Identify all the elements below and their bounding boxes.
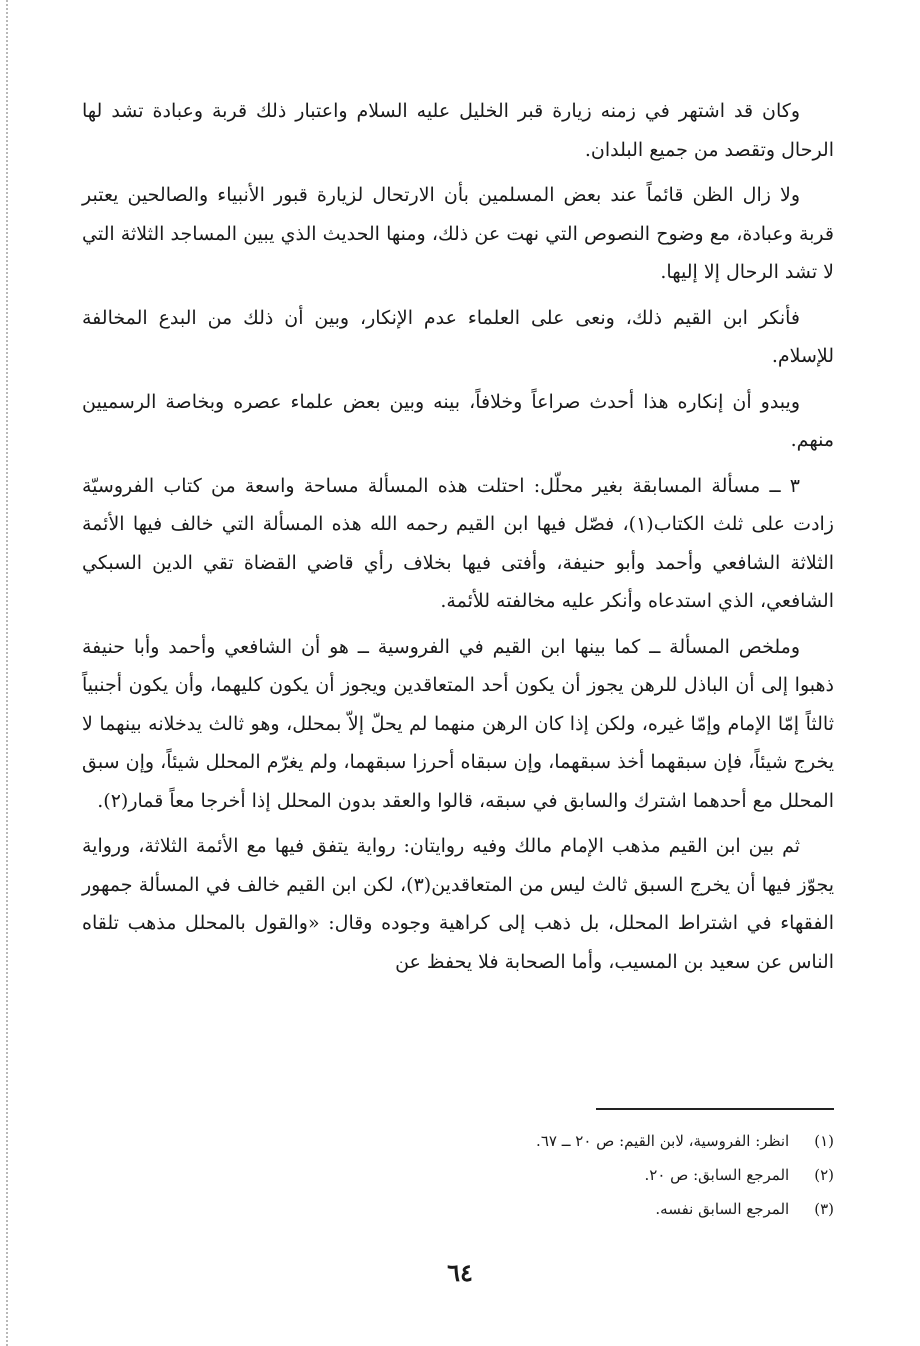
paragraph-1: وكان قد اشتهر في زمنه زيارة قبر الخليل عليه السلام واعتبار ذلك قربة وعبادة تشد لها الرحال وتقصد من جميع البلدان. [82,100,834,161]
footnote-number: (٣) [814,1200,834,1218]
paragraph-4: ويبدو أن إنكاره هذا أحدث صراعاً وخلافاً، بينه وبين بعض علماء عصره وبخاصة الرسميين منهم. [82,390,834,451]
paragraph-3: فأنكر ابن القيم ذلك، ونعى على العلماء عدم الإنكار، وبين أن ذلك من البدع المخالفة للإسلام. [82,306,834,367]
scan-edge-dots [6,0,8,1346]
paragraph-6: وملخص المسألة ــ كما بينها ابن القيم في الفروسية ــ هو أن الشافعي وأحمد وأبا حنيفة ذهبوا إلى أن الباذل للرهن يجوز أن يكون أحد المتعاقدين ويجوز أن يكون كليهما، وأن يكون أجنبياً ثالثاً إمّا الإمام وإمّا غيره، ولكن إذا كان الرهن منهما لم يحلّ إلاّ بمحلل، وهو ثالث يدخلانه بينهما لا يخرج شيئاً، فإن سبقهما أخذ سبقهما، وإن سبقاه أحرزا سبقهما، ولم يغرّم المحلل شيئاً، وإن سبق المحلل مع أحدهما اشترك والسابق في سبقه، قالوا والعقد بدون المحلل إذا أخرجا معاً قمار(٢). [82,635,834,812]
footnotes [334,1124,834,1226]
footnote-1 [334,1124,834,1158]
footnote-number: (١) [814,1132,834,1150]
paragraph-2: ولا زال الظن قائماً عند بعض المسلمين بأن الارتحال لزيارة قبور الأنبياء والصالحين يعتبر قربة وعبادة، مع وضوح النصوص التي نهت عن ذلك، ومنها الحديث الذي يبين المساجد الثلاثة التي لا تشد الرحال إلا إليها. [82,184,834,283]
main-text [82,92,834,988]
footnote-number: (٢) [814,1166,834,1184]
footnote-text: المرجع السابق: ص ٢٠. [644,1166,790,1184]
footnote-2 [334,1158,834,1192]
paragraph-7: ثم بين ابن القيم مذهب الإمام مالك وفيه روايتان: رواية يتفق فيها مع الأئمة الثلاثة، ورواية يجوّز فيها أن يخرج السبق ثالث ليس من المتعاقدين(٣)، لكن ابن القيم خالف في المسألة جمهور الفقهاء في اشتراط المحلل، بل ذهب إلى كراهية وجوده وقال: «والقول بالمحلل مذهب تلقاه الناس عن سعيد بن المسيب، وأما الصحابة فلا يحفظ عن [82,835,834,973]
paragraph-5: ٣ ــ مسألة المسابقة بغير محلّل: احتلت هذه المسألة مساحة واسعة من كتاب الفروسيّة زادت على ثلث الكتاب(١)، فصّل فيها ابن القيم رحمه الله هذه المسألة التي خالف فيها الأئمة الثلاثة الشافعي وأحمد وأبو حنيفة، وأفتى فيها بخلاف رأي قاضي القضاة تقي الدين السبكي الشافعي، الذي استدعاه وأنكر عليه مخالفته للأئمة. [82,474,834,612]
footnote-3 [334,1192,834,1226]
footnote-text: انظر: الفروسية، لابن القيم: ص ٢٠ ــ ٦٧. [536,1132,790,1150]
footnote-separator [596,1108,834,1110]
footnote-text: المرجع السابق نفسه. [655,1200,790,1218]
page-number: ٦٤ [447,1258,473,1287]
